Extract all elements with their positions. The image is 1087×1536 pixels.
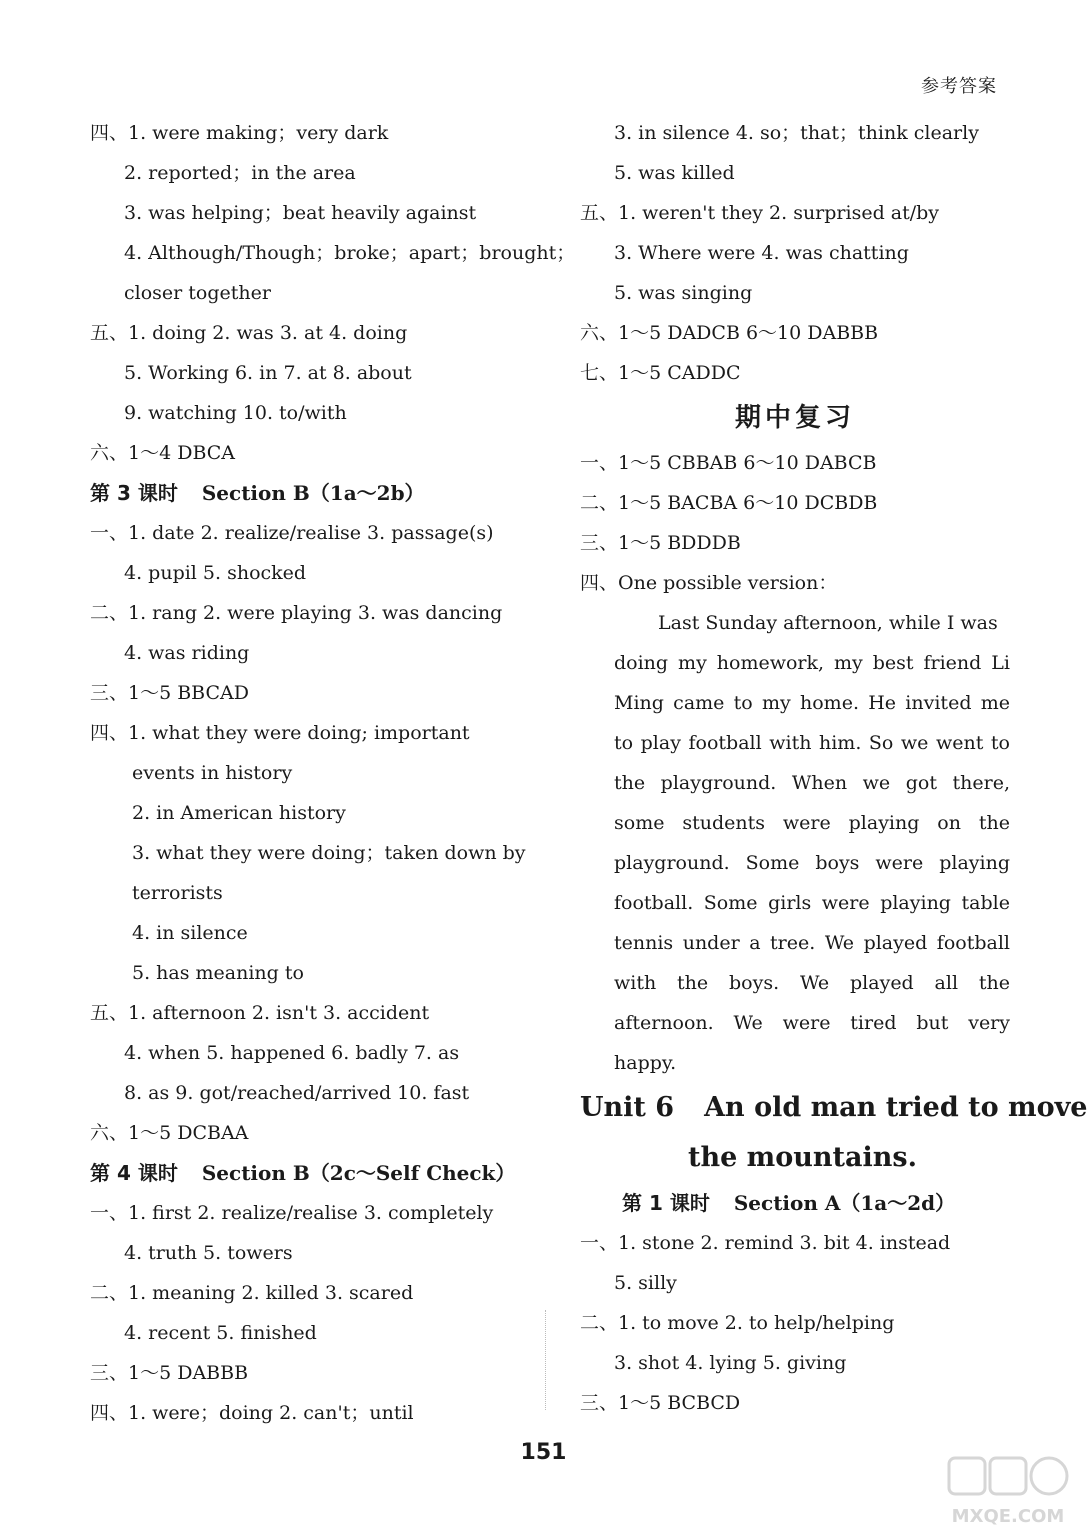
answer-line: happy. xyxy=(614,1052,677,1074)
answer-line: 三、1～5 BBCAD xyxy=(90,682,249,704)
answer-line: 5. Working 6. in 7. at 8. about xyxy=(124,362,412,384)
unit-title-text: An old man tried to move xyxy=(704,1092,1087,1123)
answer-line: 二、1～5 BACBA 6～10 DCBDB xyxy=(580,492,878,514)
lesson-number: 第 1 课时 xyxy=(622,1191,710,1215)
answer-line: terrorists xyxy=(132,882,223,904)
header-tag: 参考答案 xyxy=(921,76,997,97)
lesson-heading xyxy=(90,1153,530,1193)
answer-line: with the boys. We played all the xyxy=(614,972,1010,994)
lesson-heading xyxy=(580,1183,1010,1223)
answer-line: Ming came to my home. He invited me xyxy=(614,692,1010,714)
lesson-number: 第 4 课时 xyxy=(90,1161,178,1185)
answer-line: 二、1. to move 2. to help/helping xyxy=(580,1312,895,1334)
answer-line: playground. Some boys were playing xyxy=(614,852,1010,874)
answer-line: 三、1～5 BDDDB xyxy=(580,532,741,554)
section-label: Section B（1a～2b） xyxy=(201,481,425,505)
answer-line: events in history xyxy=(132,762,293,784)
answer-line: some students were playing on the xyxy=(614,812,1010,834)
answer-line: 5. was singing xyxy=(614,282,753,304)
answer-line: 2. reported；in the area xyxy=(124,162,356,184)
unit-title-continued: the mountains. xyxy=(688,1142,917,1173)
answer-line: 五、1. afternoon 2. isn't 3. accident xyxy=(90,1002,430,1024)
answer-line: 四、One possible version： xyxy=(580,572,838,594)
answer-line: 5. silly xyxy=(614,1272,677,1294)
answer-line: 一、1. stone 2. remind 3. bit 4. instead xyxy=(580,1232,951,1254)
page-number: 151 xyxy=(520,1440,567,1465)
answer-line: 四、1. what they were doing; important xyxy=(90,722,470,744)
answer-line: Last Sunday afternoon, while I was xyxy=(658,612,998,634)
midterm-heading: 期中复习 xyxy=(734,403,855,433)
answer-line: 六、1～5 DADCB 6～10 DABBB xyxy=(580,322,879,344)
answer-line: 9. watching 10. to/with xyxy=(124,402,347,424)
answer-line: 2. in American history xyxy=(132,802,346,824)
unit-number: Unit 6 xyxy=(580,1092,675,1123)
right-column xyxy=(580,113,1087,1423)
answer-line: doing my homework, my best friend Li xyxy=(614,652,1010,674)
watermark-text: MXQE.COM xyxy=(951,1506,1065,1527)
answer-line: the playground. When we got there, xyxy=(614,772,1010,794)
answer-line: 二、1. meaning 2. killed 3. scared xyxy=(90,1282,414,1304)
lesson-heading xyxy=(90,473,530,513)
answer-line: 五、1. weren't they 2. surprised at/by xyxy=(580,202,940,224)
answer-line: 8. as 9. got/reached/arrived 10. fast xyxy=(124,1082,470,1104)
answer-line: 四、1. were；doing 2. can't；until xyxy=(90,1402,414,1424)
answer-line: football. Some girls were playing table xyxy=(614,892,1010,914)
answer-line: 六、1～5 DCBAA xyxy=(90,1122,249,1144)
answer-line: 5. has meaning to xyxy=(132,962,304,984)
answer-line: 3. Where were 4. was chatting xyxy=(614,242,909,264)
answer-line: 四、1. were making；very dark xyxy=(90,122,389,144)
answer-line: 4. when 5. happened 6. badly 7. as xyxy=(124,1042,460,1064)
unit-title xyxy=(580,1083,1087,1133)
answer-line: 4. was riding xyxy=(124,642,250,664)
answer-line: 4. pupil 5. shocked xyxy=(124,562,307,584)
column-divider xyxy=(545,1310,546,1410)
answer-line: 七、1～5 CADDC xyxy=(580,362,741,384)
answer-line: tennis under a tree. We played football xyxy=(614,932,1010,954)
answer-line: 一、1. first 2. realize/realise 3. completely xyxy=(90,1202,494,1224)
answer-line: 5. was killed xyxy=(614,162,735,184)
answer-line: afternoon. We were tired but very xyxy=(614,1012,1010,1034)
answer-line: to play football with him. So we went to xyxy=(614,732,1010,754)
left-column xyxy=(90,113,576,1433)
answer-line: 一、1～5 CBBAB 6～10 DABCB xyxy=(580,452,877,474)
answer-line: 三、1～5 BCBCD xyxy=(580,1392,741,1414)
answer-line: 3. shot 4. lying 5. giving xyxy=(614,1352,847,1374)
answer-line: 4. recent 5. finished xyxy=(124,1322,317,1344)
answer-line: 二、1. rang 2. were playing 3. was dancing xyxy=(90,602,503,624)
answer-line: 4. in silence xyxy=(132,922,248,944)
answer-line: 3. what they were doing；taken down by xyxy=(132,842,526,864)
answer-line: 一、1. date 2. realize/realise 3. passage(s) xyxy=(90,522,494,544)
answer-line: 六、1～4 DBCA xyxy=(90,442,236,464)
answer-line: 3. in silence 4. so；that；think clearly xyxy=(614,122,979,144)
answer-line: 4. Although/Though；broke；apart；brought； xyxy=(124,242,576,264)
answer-line: closer together xyxy=(124,282,271,304)
answer-line: 3. was helping；beat heavily against xyxy=(124,202,477,224)
section-label: Section A（1a～2d） xyxy=(733,1191,956,1215)
answer-line: 五、1. doing 2. was 3. at 4. doing xyxy=(90,322,408,344)
answer-line: 4. truth 5. towers xyxy=(124,1242,293,1264)
watermark-logo xyxy=(943,1452,1073,1532)
answer-line: 三、1～5 DABBB xyxy=(90,1362,249,1384)
section-label: Section B（2c～Self Check） xyxy=(201,1161,516,1185)
lesson-number: 第 3 课时 xyxy=(90,481,178,505)
